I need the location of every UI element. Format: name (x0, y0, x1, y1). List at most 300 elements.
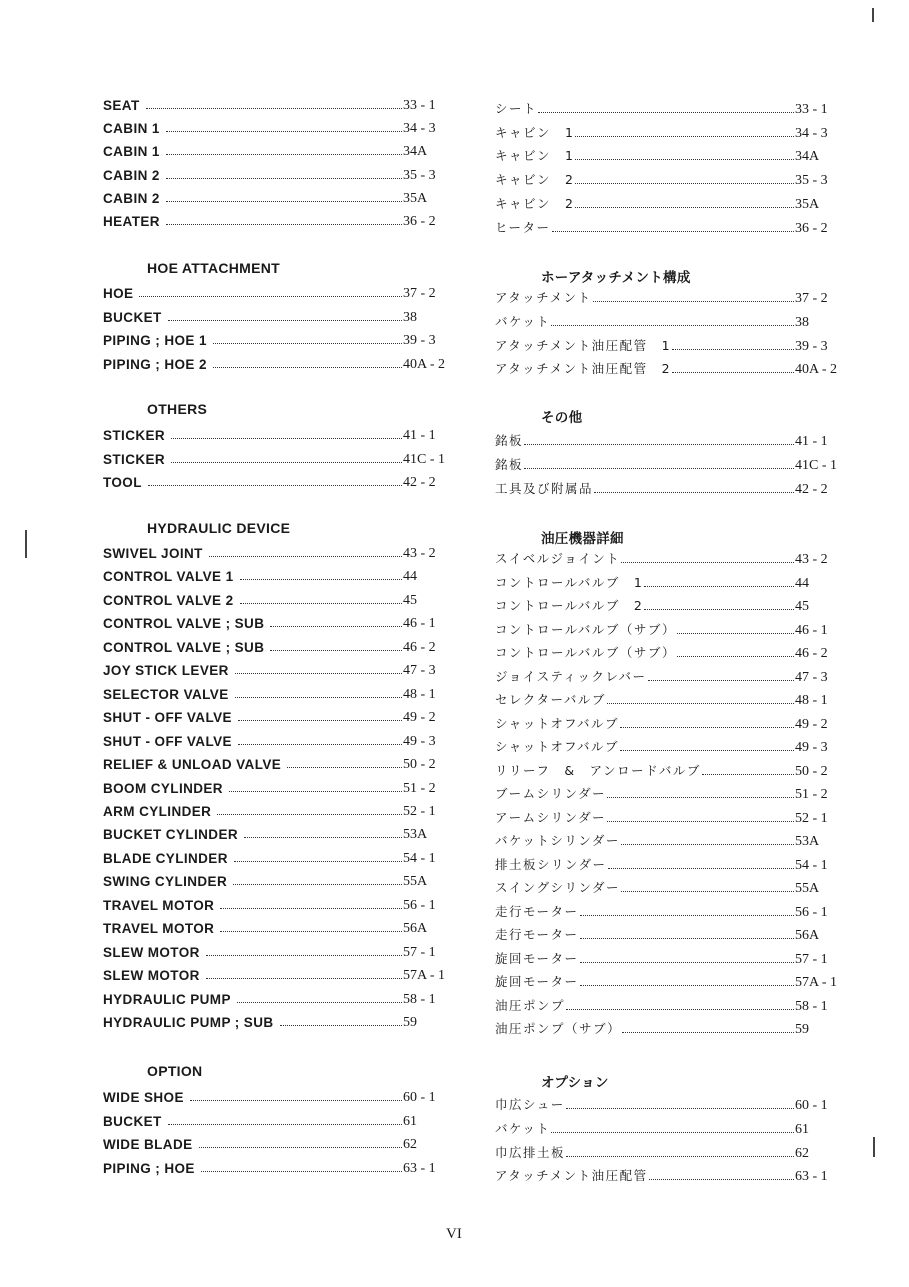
toc-entry[interactable] (495, 288, 828, 306)
toc-entry[interactable] (495, 690, 828, 708)
toc-entry[interactable] (495, 336, 828, 354)
toc-entry-label: TRAVEL MOTOR (103, 921, 215, 937)
toc-entry[interactable] (103, 1158, 436, 1176)
toc-entry-label: WIDE BLADE (103, 1137, 193, 1152)
dot-leader (220, 908, 402, 909)
toc-entry-label: RELIEF & UNLOAD VALVE (103, 757, 282, 773)
dot-leader (206, 955, 402, 956)
toc-entry-label: ブームシリンダー (495, 786, 607, 801)
dot-leader (235, 697, 402, 698)
toc-entry[interactable] (495, 831, 820, 849)
toc-entry[interactable] (103, 731, 436, 749)
toc-entry-label: SHUT - OFF VALVE (103, 733, 232, 749)
toc-entry-page: 43 - 2 (403, 546, 436, 561)
toc-entry-label: シャットオフバルブ (495, 715, 620, 731)
dot-leader (237, 1002, 402, 1003)
toc-entry-label: セレクターバルブ (495, 692, 606, 707)
toc-entry-label: スイベルジョイント (495, 551, 621, 566)
dot-leader (566, 1009, 794, 1010)
toc-entry-label: SLEW MOTOR (103, 944, 200, 960)
toc-entry[interactable] (495, 573, 809, 591)
toc-entry-page: 42 - 2 (795, 481, 828, 497)
toc-entry[interactable] (495, 1119, 809, 1137)
toc-entry-page: 53A (795, 834, 820, 849)
toc-entry[interactable] (103, 848, 436, 866)
toc-entry-page: 39 - 3 (795, 338, 828, 354)
toc-entry-label: 油圧ポンプ (495, 997, 566, 1013)
toc-entry-page: 57A - 1 (403, 968, 445, 984)
toc-entry-label: 巾広排土板 (495, 1144, 566, 1160)
dot-leader (148, 485, 402, 486)
toc-entry-page: 44 (403, 569, 417, 585)
toc-entry-page: 43 - 2 (795, 552, 828, 567)
toc-entry[interactable] (103, 613, 436, 632)
toc-entry[interactable] (495, 925, 820, 943)
toc-entry-page: 63 - 1 (403, 1160, 436, 1176)
section-heading: OPTION (147, 1063, 203, 1079)
dot-leader (238, 720, 402, 721)
toc-entry[interactable] (103, 942, 436, 960)
toc-entry-label: TRAVEL MOTOR (103, 897, 215, 913)
toc-entry-page: 45 (403, 592, 417, 608)
toc-entry-label: SHUT - OFF VALVE (103, 710, 232, 726)
section-heading: ホーアタッチメント構成 (541, 270, 691, 286)
toc-entry-label: コントロールバルブ 2 (495, 598, 644, 613)
toc-entry-page: 48 - 1 (795, 693, 828, 708)
toc-entry[interactable] (103, 989, 436, 1007)
toc-entry-label: アタッチメント油圧配管 (495, 1168, 648, 1184)
toc-entry-label: CONTROL VALVE ; SUB (103, 639, 265, 655)
section-heading: 油圧機器詳細 (541, 531, 624, 547)
toc-entry[interactable] (495, 808, 828, 826)
toc-entry-page: 40A - 2 (795, 362, 837, 378)
dot-leader (168, 320, 402, 321)
toc-entry-page: 39 - 3 (403, 333, 436, 348)
dot-leader (644, 586, 794, 587)
toc-entry-label: HOE (103, 286, 134, 301)
toc-entry-label: キャビン 2 (495, 172, 575, 188)
section-heading: HOE ATTACHMENT (147, 260, 281, 276)
toc-entry-page: 34 - 3 (795, 125, 828, 141)
toc-entry[interactable] (103, 188, 428, 206)
toc-entry[interactable] (103, 354, 445, 372)
toc-entry-label: コントロールバルブ（サブ） (495, 645, 677, 660)
toc-entry[interactable] (495, 667, 828, 685)
dot-leader (240, 603, 402, 604)
dot-leader (220, 931, 402, 932)
toc-entry-label: TOOL (103, 475, 142, 490)
toc-entry[interactable] (103, 118, 436, 137)
dot-leader (206, 978, 402, 979)
dot-leader (201, 1171, 402, 1172)
toc-entry-label: ジョイスティックレバー (495, 668, 647, 684)
toc-entry-label: 銘板 (495, 456, 524, 472)
toc-entry-label: 油圧ポンプ（サブ） (495, 1021, 622, 1036)
toc-entry-page: 44 (795, 575, 809, 591)
toc-entry-page: 47 - 3 (795, 669, 828, 685)
toc-entry[interactable] (495, 761, 828, 779)
dot-leader (677, 633, 794, 634)
toc-entry-label: CONTROL VALVE ; SUB (103, 616, 265, 632)
toc-entry-page: 33 - 1 (795, 102, 828, 117)
toc-entry[interactable] (103, 1087, 436, 1105)
dot-leader (166, 178, 402, 179)
toc-entry-label: コントロールバルブ 1 (495, 574, 644, 590)
toc-entry-label: リリーフ & アンロードバルブ (495, 762, 701, 778)
toc-entry-page: 41C - 1 (795, 457, 837, 473)
toc-entry-page: 41 - 1 (795, 434, 828, 449)
toc-entry[interactable] (495, 549, 828, 567)
dot-leader (213, 343, 402, 344)
toc-entry-label: シャットオフバルブ (495, 739, 620, 754)
toc-entry-page: 57A - 1 (795, 975, 837, 990)
dot-leader (538, 112, 794, 113)
dot-leader (235, 673, 402, 674)
toc-entry[interactable] (103, 871, 428, 890)
toc-entry-label: 走行モーター (495, 903, 579, 919)
toc-entry[interactable] (495, 146, 820, 165)
dot-leader (621, 844, 794, 845)
toc-entry-page: 50 - 2 (795, 763, 828, 779)
section-heading: OTHERS (147, 401, 208, 417)
toc-entry-label: HYDRAULIC PUMP ; SUB (103, 1015, 274, 1030)
toc-entry-page: 63 - 1 (795, 1169, 828, 1185)
toc-entry-page: 62 (403, 1137, 417, 1152)
toc-entry-page: 46 - 2 (795, 646, 828, 661)
toc-entry-page: 48 - 1 (403, 686, 436, 702)
dot-leader (270, 650, 402, 651)
dot-leader (580, 962, 794, 963)
dot-leader (209, 556, 402, 557)
toc-entry-page: 34A (795, 149, 820, 165)
toc-entry-label: 工具及び附属品 (495, 480, 594, 496)
dot-leader (672, 372, 794, 373)
toc-entry[interactable] (103, 824, 428, 843)
toc-entry-page: 34A (403, 144, 428, 160)
dot-leader (287, 767, 402, 768)
toc-entry-label: アタッチメント (495, 290, 592, 305)
toc-entry-page: 38 (403, 309, 417, 325)
toc-entry[interactable] (103, 895, 436, 913)
toc-entry[interactable] (103, 566, 417, 585)
dot-leader (608, 868, 794, 869)
dot-leader (551, 325, 794, 326)
dot-leader (607, 821, 794, 822)
toc-entry-page: 41C - 1 (403, 451, 445, 467)
toc-entry-label: CONTROL VALVE 1 (103, 569, 234, 585)
toc-entry[interactable] (103, 307, 417, 325)
dot-leader (607, 797, 794, 798)
toc-entry-label: HYDRAULIC PUMP (103, 991, 231, 1007)
dot-leader (607, 703, 794, 704)
toc-entry[interactable] (103, 754, 436, 773)
toc-entry-label: BUCKET CYLINDER (103, 827, 239, 843)
toc-entry-label: キャビン 1 (495, 148, 575, 164)
toc-entry[interactable] (495, 479, 828, 497)
dot-leader (233, 884, 402, 885)
toc-entry-page: 50 - 2 (403, 757, 436, 773)
toc-entry[interactable] (103, 543, 436, 561)
toc-entry[interactable] (103, 1111, 417, 1129)
toc-entry-page: 51 - 2 (795, 787, 828, 802)
toc-entry-page: 37 - 2 (795, 291, 828, 306)
scan-edge-mark (872, 8, 874, 22)
dot-leader (649, 1179, 794, 1180)
dot-leader (244, 837, 402, 838)
dot-leader (580, 985, 794, 986)
dot-leader (672, 349, 794, 350)
toc-entry[interactable] (495, 431, 828, 449)
dot-leader (566, 1108, 794, 1109)
toc-entry-label: コントロールバルブ（サブ） (495, 621, 677, 637)
toc-entry[interactable] (103, 449, 445, 467)
toc-entry-page: 55A (403, 874, 428, 890)
toc-entry-page: 47 - 3 (403, 663, 436, 679)
toc-entry-label: JOY STICK LEVER (103, 663, 229, 679)
toc-entry[interactable] (495, 878, 820, 896)
dot-leader (575, 207, 794, 208)
section-heading: オプション (541, 1075, 609, 1091)
toc-entry-page: 60 - 1 (795, 1098, 828, 1113)
toc-entry[interactable] (495, 1166, 828, 1185)
toc-entry-label: SEAT (103, 98, 140, 113)
toc-entry[interactable] (495, 902, 828, 920)
toc-entry[interactable] (495, 855, 828, 873)
toc-entry-page: 45 (795, 599, 809, 614)
dot-leader (575, 136, 794, 137)
dot-leader (644, 609, 794, 610)
toc-entry-label: キャビン 1 (495, 124, 575, 140)
toc-entry[interactable] (495, 737, 828, 755)
toc-entry-page: 56A (403, 921, 428, 937)
toc-entry-label: SWIVEL JOINT (103, 546, 203, 561)
toc-entry-page: 60 - 1 (403, 1090, 436, 1105)
toc-entry-page: 35 - 3 (795, 173, 828, 189)
toc-entry-page: 35 - 3 (403, 167, 436, 183)
toc-entry[interactable] (103, 637, 436, 655)
toc-entry[interactable] (103, 965, 445, 984)
toc-entry-label: 巾広シュー (495, 1097, 565, 1112)
toc-entry[interactable] (103, 165, 436, 183)
toc-entry[interactable] (495, 218, 828, 236)
dot-leader (146, 108, 402, 109)
toc-entry-label: CONTROL VALVE 2 (103, 592, 234, 608)
toc-entry-page: 36 - 2 (795, 220, 828, 236)
dot-leader (648, 680, 794, 681)
toc-entry-page: 52 - 1 (403, 803, 436, 819)
toc-entry-page: 49 - 3 (403, 733, 436, 749)
toc-entry-page: 56A (795, 928, 820, 943)
toc-entry-page: 40A - 2 (403, 356, 445, 372)
dot-leader (240, 579, 402, 580)
toc-entry[interactable] (103, 684, 436, 702)
toc-entry-label: CABIN 1 (103, 144, 160, 160)
toc-entry[interactable] (103, 801, 436, 819)
dot-leader (593, 301, 794, 302)
toc-entry-label: SWING CYLINDER (103, 874, 228, 890)
toc-entry-label: シート (495, 101, 538, 116)
dot-leader (580, 915, 794, 916)
toc-entry[interactable] (103, 472, 436, 490)
dot-leader (524, 468, 794, 469)
toc-entry-page: 42 - 2 (403, 475, 436, 490)
toc-entry-label: BUCKET (103, 1113, 162, 1129)
toc-entry[interactable] (103, 141, 428, 160)
dot-leader (199, 1147, 403, 1148)
toc-entry[interactable] (103, 918, 428, 937)
toc-entry[interactable] (495, 1019, 809, 1037)
toc-entry-page: 41 - 1 (403, 428, 436, 443)
section-heading: HYDRAULIC DEVICE (147, 520, 291, 536)
toc-entry[interactable] (103, 1012, 417, 1030)
toc-entry-page: 62 (795, 1145, 809, 1161)
toc-entry-label: バケット (495, 313, 551, 329)
toc-entry-page: 49 - 3 (795, 740, 828, 755)
toc-entry-page: 59 (795, 1022, 809, 1037)
dot-leader (566, 1156, 794, 1157)
toc-entry-page: 33 - 1 (403, 98, 436, 113)
toc-entry[interactable] (495, 784, 828, 802)
toc-entry[interactable] (495, 123, 828, 141)
toc-entry[interactable] (103, 590, 417, 608)
dot-leader (166, 224, 402, 225)
dot-leader (575, 159, 794, 160)
toc-entry[interactable] (103, 211, 436, 229)
section-heading: その他 (541, 410, 583, 426)
toc-entry-label: アタッチメント油圧配管 1 (495, 337, 672, 353)
toc-entry[interactable] (495, 312, 809, 330)
toc-entry-page: 35A (795, 196, 820, 212)
toc-entry[interactable] (103, 283, 436, 301)
dot-leader (217, 814, 402, 815)
toc-entry-label: CABIN 2 (103, 167, 160, 183)
toc-entry[interactable] (103, 660, 436, 679)
dot-leader (677, 656, 794, 657)
dot-leader (229, 791, 402, 792)
toc-entry-label: STICKER (103, 428, 166, 443)
dot-leader (166, 154, 402, 155)
toc-entry-page: 46 - 2 (403, 639, 436, 655)
toc-entry[interactable] (103, 778, 436, 796)
toc-entry-label: SELECTOR VALVE (103, 686, 229, 702)
toc-entry[interactable] (495, 714, 828, 732)
dot-leader (171, 438, 402, 439)
toc-entry-page: 46 - 1 (403, 616, 436, 632)
toc-entry-page: 58 - 1 (403, 991, 436, 1007)
dot-leader (702, 774, 794, 775)
toc-entry-label: アタッチメント油圧配管 2 (495, 361, 672, 377)
toc-entry-page: 61 (403, 1113, 417, 1129)
dot-leader (238, 744, 402, 745)
toc-entry-label: スイングシリンダー (495, 880, 621, 895)
toc-entry-label: PIPING ; HOE 2 (103, 356, 207, 372)
toc-entry-page: 61 (795, 1121, 809, 1137)
toc-entry-page: 54 - 1 (403, 850, 436, 866)
toc-entry-label: CABIN 1 (103, 121, 160, 137)
dot-leader (580, 938, 794, 939)
toc-entry-label: BUCKET (103, 309, 162, 325)
toc-entry[interactable] (495, 596, 809, 614)
dot-leader (620, 727, 794, 728)
toc-entry[interactable] (103, 330, 436, 348)
toc-entry-page: 58 - 1 (795, 998, 828, 1014)
toc-entry-label: BLADE CYLINDER (103, 850, 228, 866)
dot-leader (280, 1025, 402, 1026)
toc-entry[interactable] (103, 707, 436, 726)
toc-entry[interactable] (103, 95, 436, 113)
toc-entry[interactable] (495, 455, 837, 473)
toc-entry[interactable] (495, 972, 837, 990)
toc-entry[interactable] (495, 99, 828, 117)
dot-leader (621, 891, 794, 892)
toc-entry-label: CABIN 2 (103, 190, 160, 206)
scan-edge-mark (873, 1137, 875, 1157)
toc-entry-page: 57 - 1 (795, 951, 828, 967)
toc-entry[interactable] (495, 949, 828, 967)
scan-edge-mark (25, 530, 27, 558)
toc-entry-label: SLEW MOTOR (103, 968, 200, 984)
dot-leader (166, 131, 402, 132)
dot-leader (168, 1124, 402, 1125)
toc-entry-label: PIPING ; HOE (103, 1160, 195, 1176)
toc-entry-page: 54 - 1 (795, 857, 828, 873)
toc-entry-page: 56 - 1 (403, 897, 436, 913)
toc-entry-label: 排土板シリンダー (495, 856, 607, 872)
toc-entry-page: 46 - 1 (795, 622, 828, 638)
toc-entry-label: HEATER (103, 214, 160, 229)
toc-entry-page: 52 - 1 (795, 810, 828, 826)
page-number: VI (446, 1226, 462, 1242)
toc-entry[interactable] (103, 1134, 417, 1152)
toc-entry[interactable] (495, 620, 828, 638)
toc-entry[interactable] (495, 194, 820, 212)
toc-entry[interactable] (495, 996, 828, 1014)
toc-entry-page: 57 - 1 (403, 944, 436, 960)
dot-leader (551, 1132, 794, 1133)
toc-entry-page: 35A (403, 190, 428, 206)
dot-leader (234, 861, 402, 862)
dot-leader (270, 626, 402, 627)
dot-leader (594, 492, 794, 493)
dot-leader (139, 296, 402, 297)
toc-entry[interactable] (495, 1095, 828, 1113)
dot-leader (171, 462, 402, 463)
toc-entry[interactable] (495, 170, 828, 189)
toc-entry-page: 53A (403, 827, 428, 843)
toc-entry-label: WIDE SHOE (103, 1090, 184, 1105)
toc-entry-label: 銘板 (495, 433, 524, 448)
toc-entry-page: 49 - 2 (403, 710, 436, 726)
toc-entry-page: 36 - 2 (403, 214, 436, 229)
toc-entry-label: BOOM CYLINDER (103, 780, 223, 796)
toc-entry[interactable] (495, 643, 828, 661)
dot-leader (524, 444, 794, 445)
toc-entry[interactable] (103, 425, 436, 443)
toc-entry-label: STICKER (103, 451, 166, 467)
toc-entry-page: 34 - 3 (403, 121, 436, 137)
toc-entry-label: アームシリンダー (495, 809, 607, 825)
dot-leader (622, 1032, 794, 1033)
dot-leader (620, 750, 794, 751)
toc-entry-page: 51 - 2 (403, 780, 436, 796)
dot-leader (166, 201, 402, 202)
toc-entry[interactable] (495, 1143, 809, 1161)
toc-entry[interactable] (495, 359, 837, 378)
toc-entry-label: ヒーター (495, 219, 551, 235)
toc-entry-label: ARM CYLINDER (103, 803, 212, 819)
dot-leader (213, 367, 402, 368)
toc-entry-label: PIPING ; HOE 1 (103, 333, 207, 348)
